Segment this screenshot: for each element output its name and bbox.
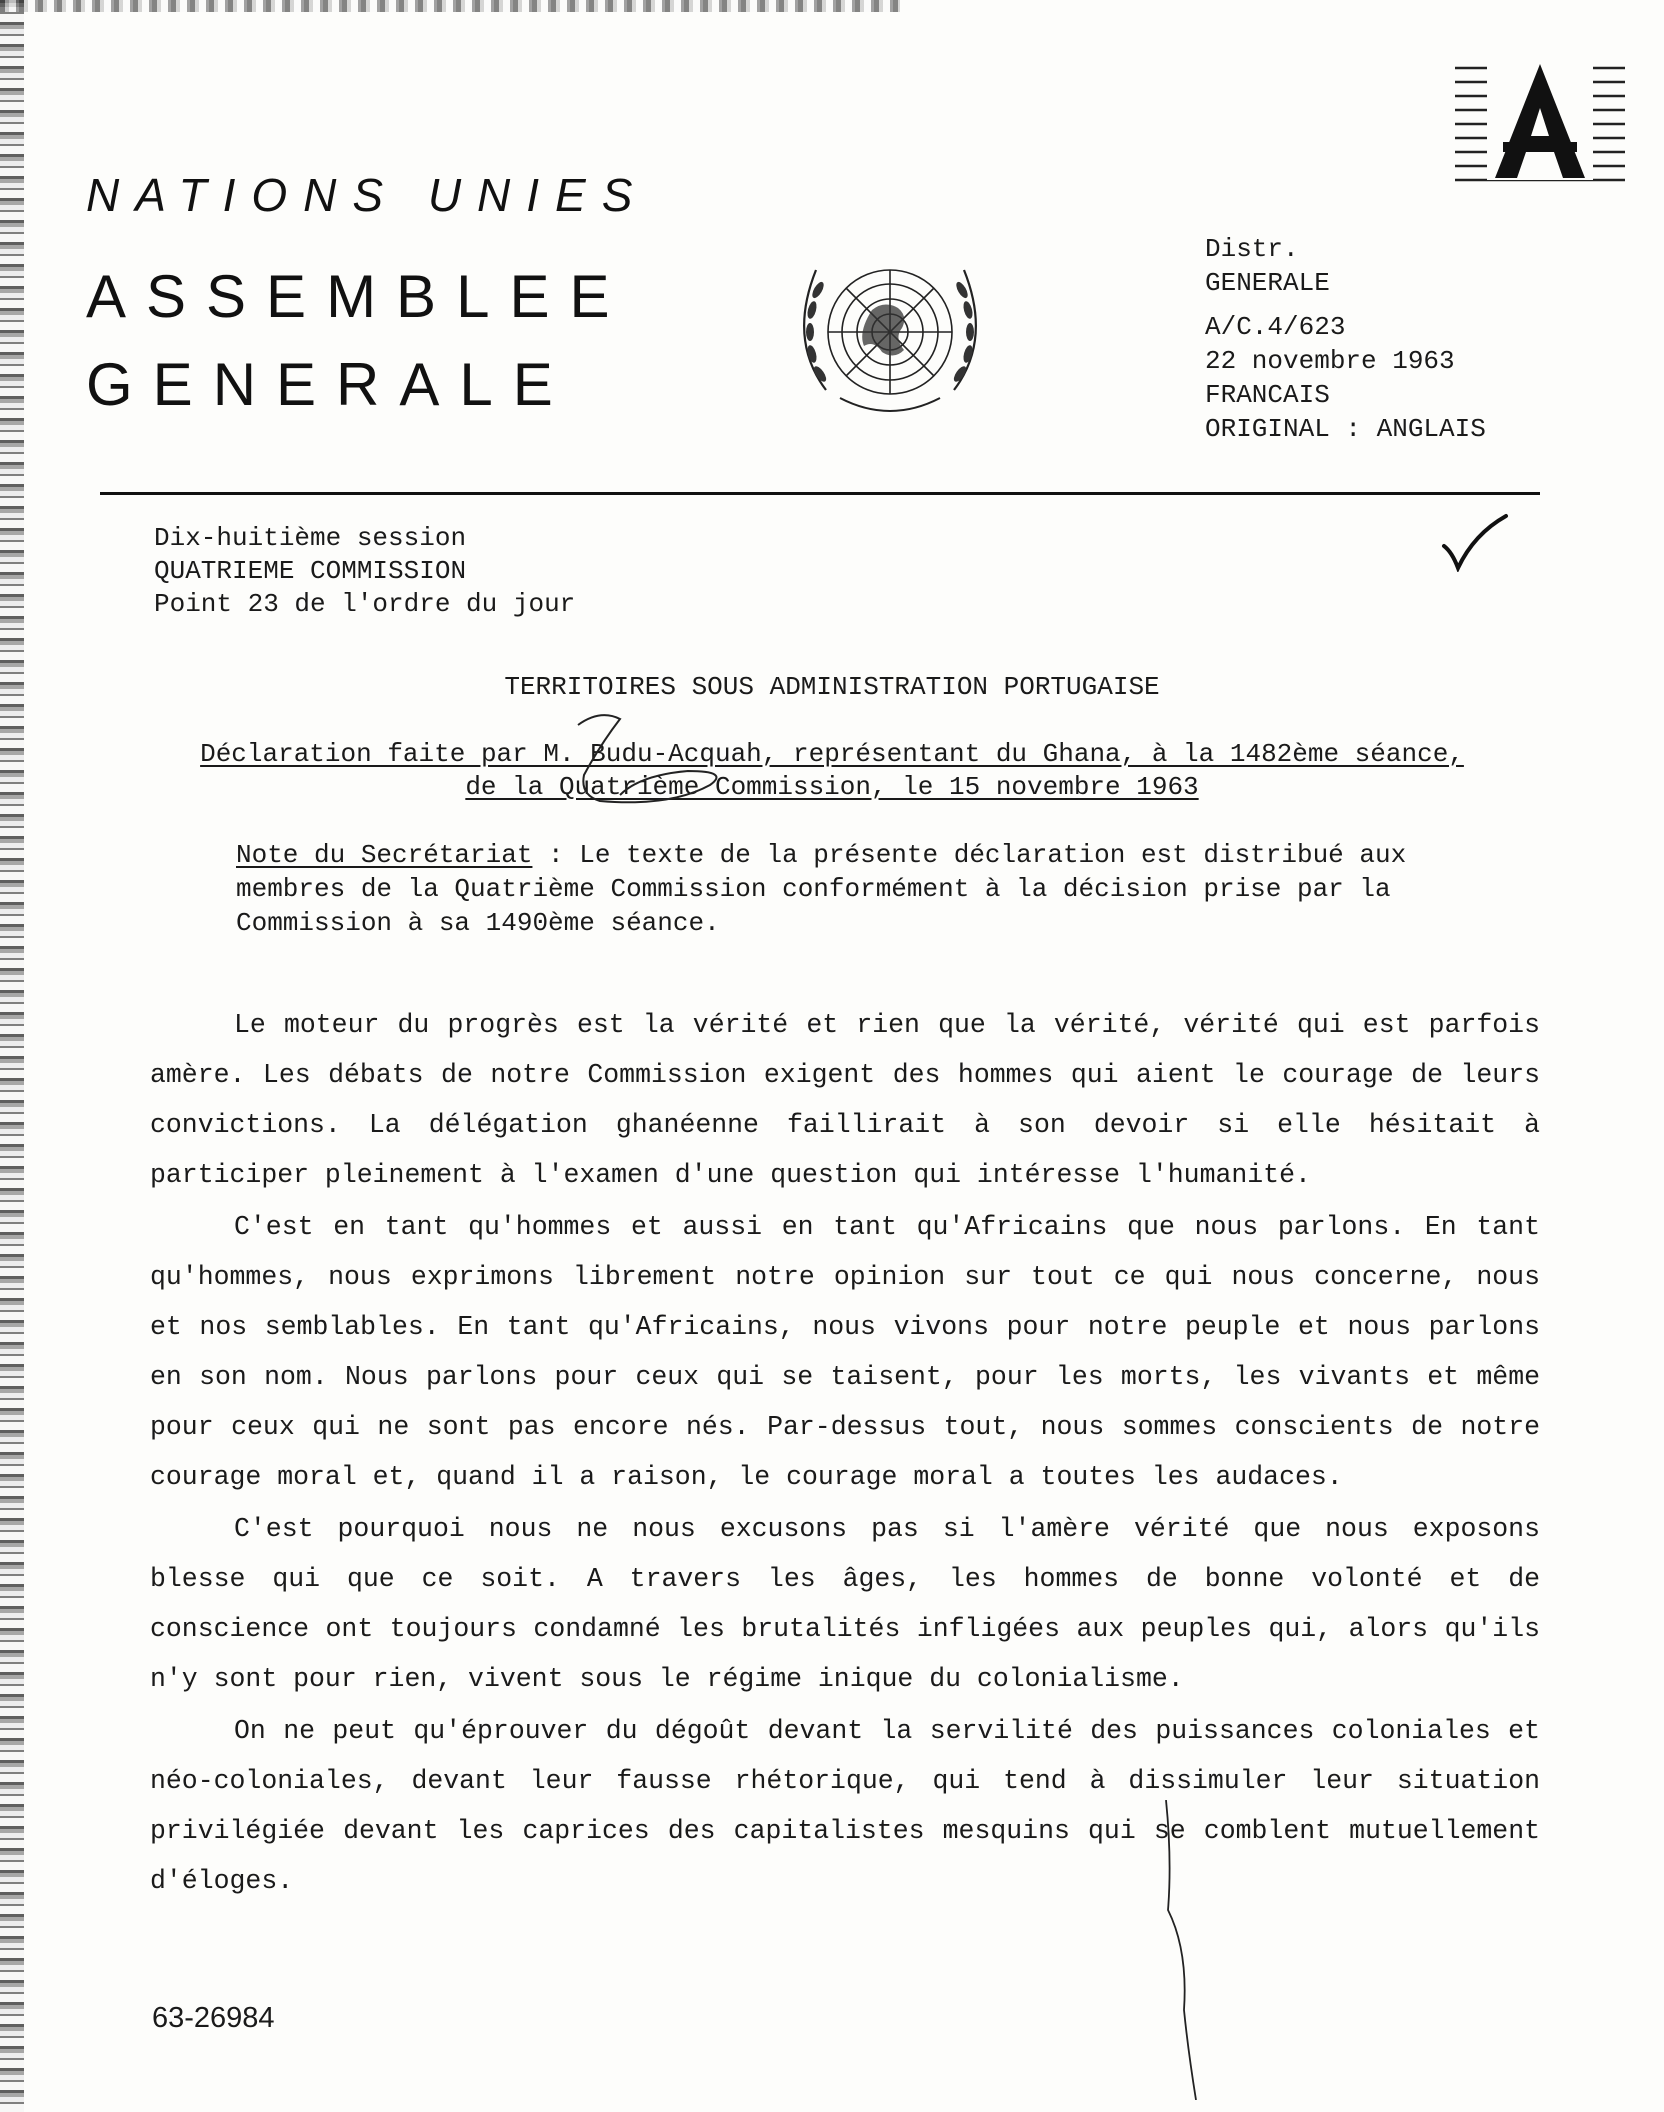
note-text: : Le texte de la présente déclaration est distribué aux membres de la Quatrième Commission conformément à la décision prise par la Commission à sa 1490ème séance. [236, 840, 1407, 938]
agenda-item-line: Point 23 de l'ordre du jour [154, 589, 576, 619]
document-date: 22 novembre 1963 [1205, 346, 1455, 376]
un-emblem-icon [780, 240, 1000, 430]
general-assembly-logo-icon [1455, 60, 1625, 185]
distribution-value: GENERALE [1205, 268, 1330, 298]
document-job-number: 63-26984 [152, 2002, 275, 2034]
original-language: ORIGINAL : ANGLAIS [1205, 414, 1486, 444]
org-body-line1: ASSEMBLEE [86, 263, 630, 330]
statement-line2: de la Quatrième Commission, le 15 novembre 1963 [465, 772, 1199, 802]
note-label: Note du Secrétariat [236, 840, 533, 870]
statement-heading [152, 738, 1512, 804]
secretariat-note [236, 838, 1466, 940]
org-body-line2: GENERALE [86, 351, 573, 418]
body-paragraph: C'est en tant qu'hommes et aussi en tant qu'Africains que nous parlons. En tant qu'hommes, nous exprimons librement notre opinion sur tout ce qui nous concerne, nous et nos semblables. En tant qu'Africains, nous vivons pour notre peuple et nous parlons en son nom. Nous parlons pour ceux qui se taisent, pour les morts, les vivants et même pour ceux qui ne sont pas encore nés. Par-dessus tout, nous sommes conscients de notre courage moral et, quand il a raison, le courage moral a toutes les audaces. [150, 1212, 1540, 1492]
statement-line1: Déclaration faite par M. Budu-Acquah, représentant du Ghana, à la 1482ème séance, [200, 739, 1464, 769]
committee-line: QUATRIEME COMMISSION [154, 556, 467, 586]
statement-body [150, 1000, 1540, 1908]
body-paragraph: On ne peut qu'éprouver du dégoût devant la servilité des puissances coloniales et néo-coloniales, devant leur fausse rhétorique, qui tend à dissimuler leur situation privilégiée devant les caprices des capitalistes mesquins qui se comblent mutuellement d'éloges. [150, 1716, 1540, 1896]
document-symbol: A/C.4/623 [1205, 312, 1346, 342]
scan-edge-top [0, 0, 900, 12]
session-line: Dix-huitième session [154, 523, 467, 553]
body-paragraph: C'est pourquoi nous ne nous excusons pas si l'amère vérité que nous exposons blesse qui que ce soit. A travers les âges, les hommes de bonne volonté et de conscience ont toujours condamné les brutalités infligées aux peuples qui, alors qu'ils n'y sont pour rien, vivent sous le régime inique du colonialisme. [150, 1514, 1540, 1694]
session-block [154, 522, 575, 621]
org-name: NATIONS UNIES [86, 169, 649, 221]
distr-label: Distr. [1205, 234, 1299, 264]
scan-edge-left [0, 0, 24, 2112]
document-metadata [1205, 232, 1486, 446]
document-language: FRANCAIS [1205, 380, 1330, 410]
header-divider [100, 492, 1540, 495]
body-paragraph: Le moteur du progrès est la vérité et rien que la vérité, vérité qui est parfois amère. Les débats de notre Commission exigent des hommes qui aient le courage de leurs convictions. La délégation ghanéenne faillirait à son devoir si elle hésitait à participer pleinement à l'examen d'une question qui intéresse l'humanité. [150, 1010, 1540, 1190]
document-subject: TERRITOIRES SOUS ADMINISTRATION PORTUGAISE [504, 672, 1160, 702]
checkmark-icon [1440, 512, 1510, 572]
